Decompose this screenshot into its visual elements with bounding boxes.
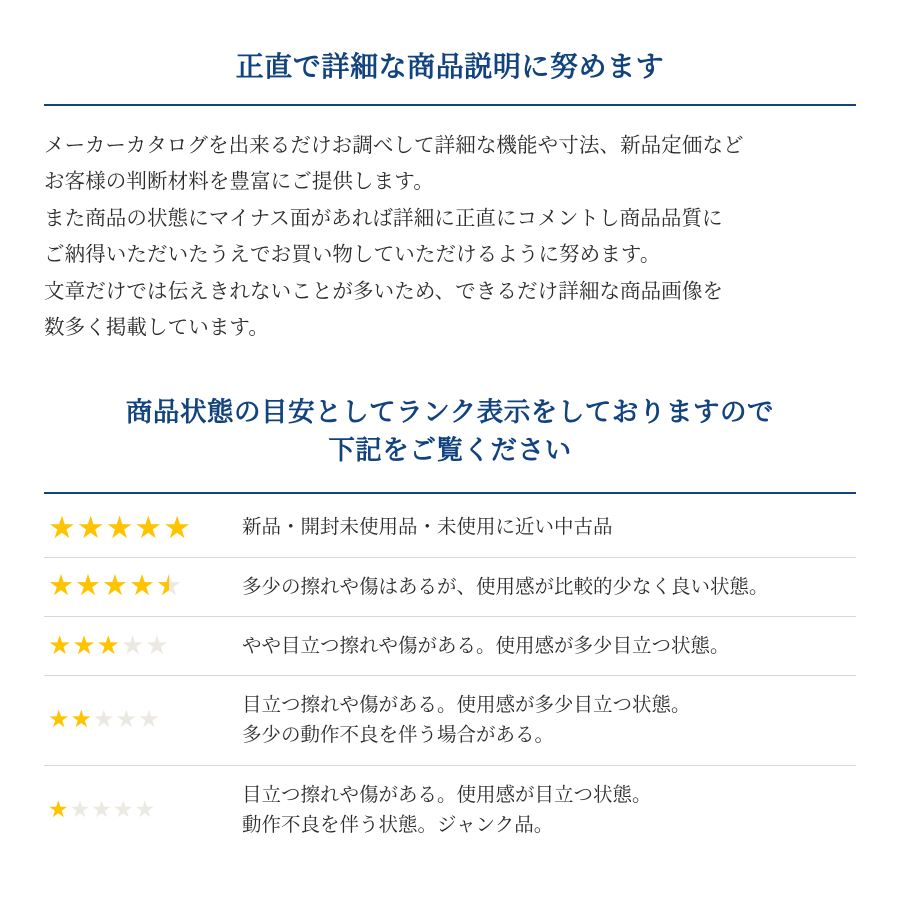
rating-stars — [44, 557, 228, 616]
rank-description-line: やや目立つ擦れや傷がある。使用感が多少目立つ状態。 — [242, 634, 730, 657]
intro-line: メーカーカタログを出来るだけお調べして詳細な機能や寸法、新品定価など — [44, 133, 744, 157]
star-half-icon: ★ ★ — [156, 572, 182, 601]
table-row — [44, 676, 856, 765]
table-row — [44, 616, 856, 675]
rank-description-line: 新品・開封未使用品・未使用に近い中古品 — [242, 516, 613, 539]
star-icon: ★ — [48, 706, 70, 734]
rank-description-line: 目立つ擦れや傷がある。使用感が目立つ状態。 — [242, 783, 652, 806]
rank-description — [228, 498, 856, 558]
table-row — [44, 765, 856, 854]
rank-section-title-line: 下記をご覧ください — [328, 435, 572, 466]
star-empty-icon: ★ — [138, 706, 160, 734]
star-empty-icon: ★ — [69, 795, 91, 822]
intro-line: また商品の状態にマイナス面があれば詳細に正直にコメントし商品品質に — [44, 206, 723, 230]
rank-description — [228, 616, 856, 675]
rank-table — [44, 498, 856, 854]
table-row — [44, 557, 856, 616]
star-empty-icon: ★ — [112, 795, 134, 822]
rank-section-title-line: 商品状態の目安としてランク表示をしておりますので — [125, 396, 775, 427]
rating-stars — [44, 498, 228, 558]
page-title: 正直で詳細な商品説明に努めます — [235, 50, 665, 82]
intro-paragraph — [44, 128, 856, 347]
rank-description-line: 目立つ擦れや傷がある。使用感が多少目立つ状態。 — [242, 694, 691, 717]
star-empty-icon: ★ — [91, 795, 112, 822]
star-icon: ★ — [129, 570, 155, 603]
star-icon: ★ — [76, 509, 105, 545]
rank-description — [228, 676, 856, 765]
star-icon: ★ — [134, 509, 163, 545]
star-icon: ★ — [48, 795, 69, 822]
star-icon: ★ — [48, 509, 76, 545]
star-icon: ★ — [105, 509, 134, 545]
star-icon: ★ — [48, 570, 74, 603]
intro-line: お客様の判断材料を豊富にご提供します。 — [44, 170, 434, 194]
rank-description — [228, 557, 856, 616]
rank-description-line: 多少の擦れや傷はあるが、使用感が比較的少なく良い状態。 — [242, 575, 769, 598]
star-icon: ★ — [163, 509, 191, 545]
intro-line: 数多く掲載しています。 — [44, 316, 269, 340]
star-empty-icon: ★ — [93, 706, 115, 734]
star-empty-icon: ★ — [145, 630, 169, 661]
star-empty-icon: ★ — [120, 630, 145, 661]
star-empty-icon: ★ — [115, 706, 138, 734]
intro-line: 文章だけでは伝えきれないことが多いため、できるだけ詳細な商品画像を — [44, 279, 724, 303]
rank-section-title — [44, 393, 856, 470]
rank-description-line: 多少の動作不良を伴う場合がある。 — [242, 724, 555, 747]
star-icon: ★ — [48, 630, 72, 661]
intro-line: ご納得いただいたうえでお買い物していただけるように努めます。 — [44, 243, 661, 267]
rank-description — [228, 765, 856, 854]
rating-stars — [44, 616, 228, 675]
star-icon: ★ — [70, 706, 93, 734]
star-icon: ★ — [102, 570, 128, 603]
star-icon: ★ — [96, 630, 120, 661]
title-divider-1 — [44, 104, 856, 106]
star-empty-icon: ★ — [134, 795, 156, 822]
promo-page — [0, 19, 900, 919]
star-icon: ★ — [75, 570, 101, 603]
table-row — [44, 498, 856, 558]
star-icon: ★ — [72, 630, 96, 661]
rating-stars — [44, 765, 228, 854]
rank-description-line: 動作不良を伴う状態。ジャンク品。 — [242, 813, 554, 836]
rating-stars — [44, 676, 228, 765]
title-divider-2 — [44, 492, 856, 494]
